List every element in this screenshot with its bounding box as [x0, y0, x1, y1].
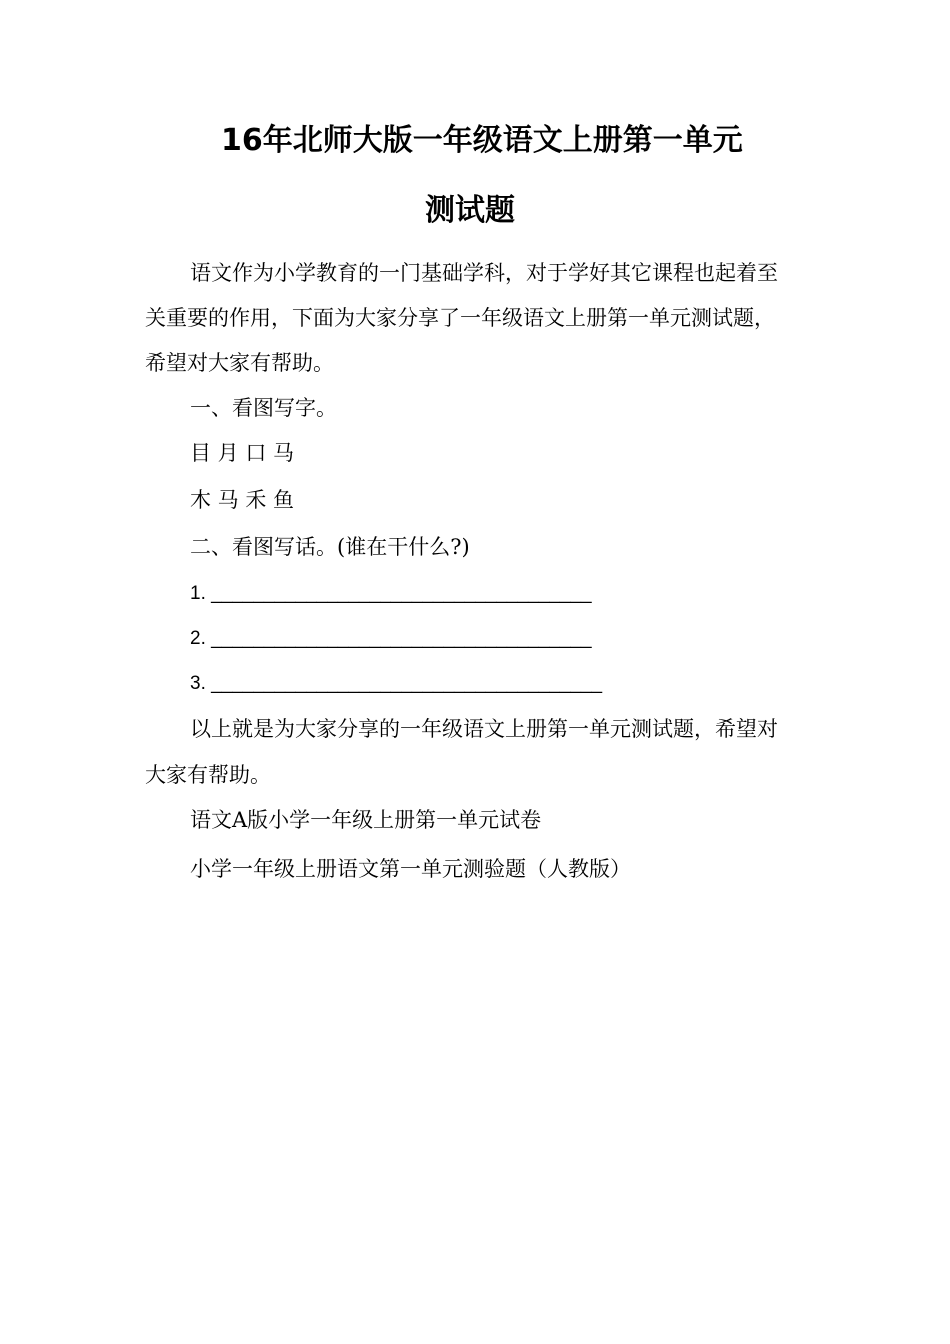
closing-paragraph-line-2: 大家有帮助。 [145, 763, 271, 787]
page-title-line-1: 16年北师大版一年级语文上册第一单元 [221, 123, 743, 158]
answer-blank-1[interactable]: 1. ____________________________________ [190, 583, 592, 604]
intro-paragraph-line-1: 语文作为小学教育的一门基础学科，对于学好其它课程也起着至 [190, 261, 778, 285]
section1-character-row-2: 木 马 禾 鱼 [190, 488, 295, 512]
section1-character-row-1: 目 月 口 马 [190, 441, 295, 465]
intro-paragraph-line-3: 希望对大家有帮助。 [145, 351, 334, 375]
related-link-2[interactable]: 小学一年级上册语文第一单元测验题（人教版） [190, 857, 631, 881]
answer-blank-2[interactable]: 2. ____________________________________ [190, 628, 592, 649]
section2-heading: 二、看图写话。(谁在干什么?) [190, 535, 470, 559]
answer-blank-3[interactable]: 3. _____________________________________ [190, 673, 603, 694]
page-title-line-2: 测试题 [425, 193, 515, 228]
section1-heading: 一、看图写字。 [190, 396, 337, 420]
related-link-1[interactable]: 语文A版小学一年级上册第一单元试卷 [190, 808, 542, 832]
closing-paragraph-line-1: 以上就是为大家分享的一年级语文上册第一单元测试题，希望对 [190, 717, 778, 741]
intro-paragraph-line-2: 关重要的作用，下面为大家分享了一年级语文上册第一单元测试题， [145, 306, 775, 330]
